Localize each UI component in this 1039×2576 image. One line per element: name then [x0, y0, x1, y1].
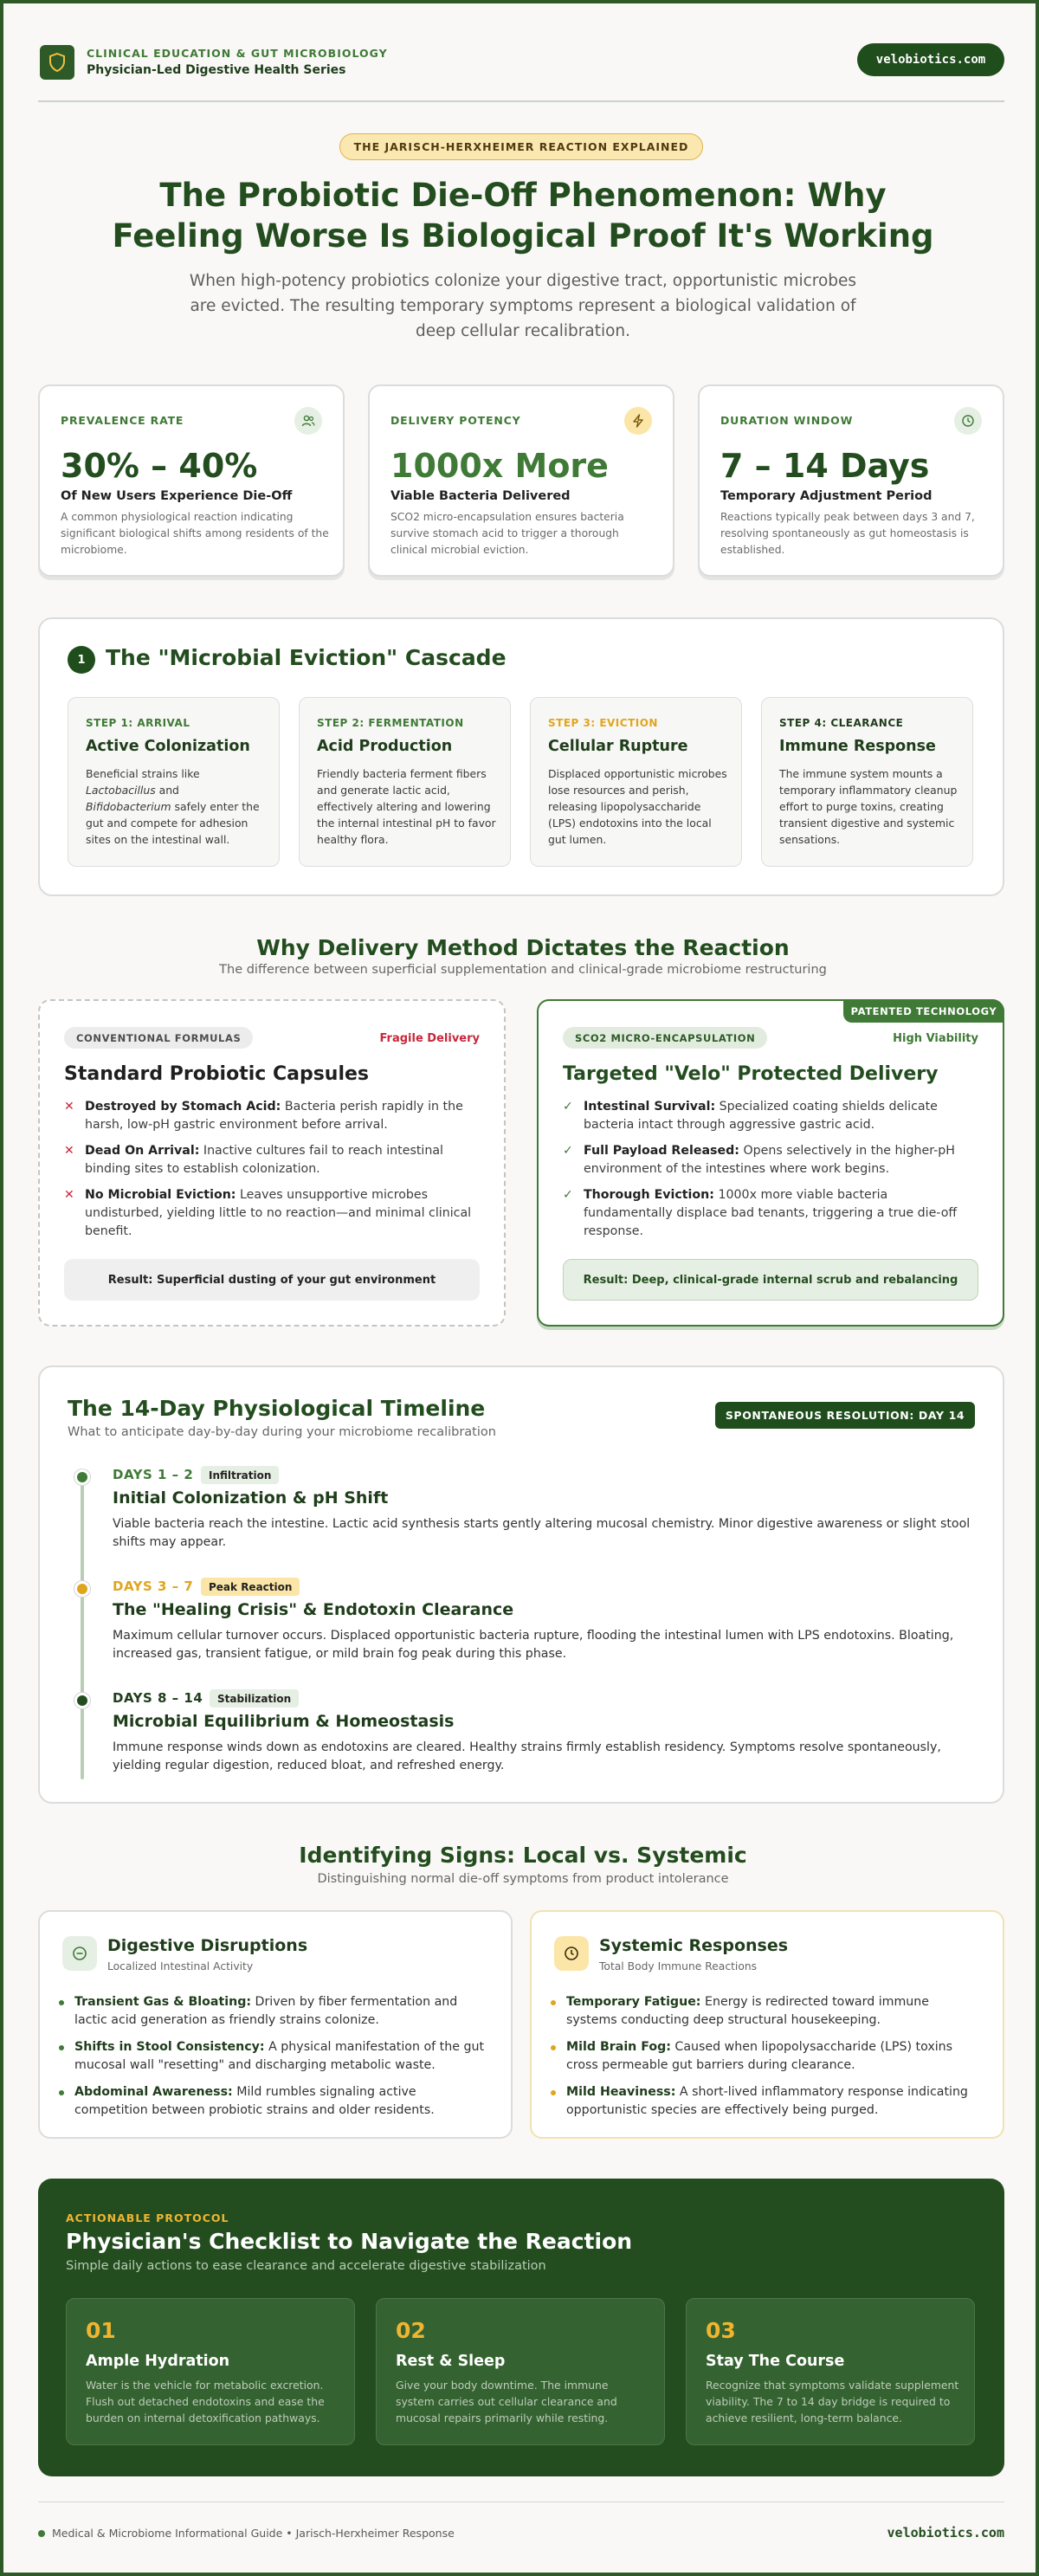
systemic-signs-subtitle: Total Body Immune Reactions: [599, 1960, 758, 1972]
list-item: ✓ Thorough Eviction: 1000x more viable bacteria fundamentally displace bad tenants, triggering a true die-off response.: [563, 1188, 958, 1238]
users-icon: [294, 407, 322, 435]
step-title: Cellular Rupture: [548, 738, 688, 755]
stat-description: Reactions typically peak between days 3 and 7, resolving spontaneously as gut homeostasis is established.: [720, 511, 975, 556]
stat-subtitle: Temporary Adjustment Period: [720, 489, 933, 503]
checklist-card-title: Ample Hydration: [86, 2353, 230, 2370]
timeline-item-text: Maximum cellular turnover occurs. Displaced opportunistic bacteria rupture, flooding the intestinal lumen with LPS endotoxins. Bloating, increased gas, transient fatigue, or mild brain fog peak during this phase.: [113, 1629, 954, 1661]
clock-icon: [554, 1936, 589, 1971]
conventional-title: Standard Probiotic Capsules: [64, 1063, 370, 1085]
timeline-line: [81, 1478, 84, 1779]
check-icon: ✓: [563, 1100, 573, 1114]
timeline-title: The 14-Day Physiological Timeline: [68, 1396, 486, 1421]
cross-icon: ✕: [64, 1100, 74, 1114]
list-item: Shifts in Stool Consistency: A physical manifestation of the gut mucosal wall "resetting" and discharging metabolic waste.: [74, 2038, 490, 2075]
stat-subtitle: Viable Bacteria Delivered: [390, 489, 571, 503]
stat-value: 7 – 14 Days: [720, 447, 930, 485]
step-title: Active Colonization: [86, 738, 250, 755]
stat-subtitle: Of New Users Experience Die-Off: [61, 489, 293, 503]
velo-tag: SCO2 MICRO-ENCAPSULATION: [563, 1027, 767, 1049]
list-item: ✓ Full Payload Released: Opens selectively in the higher-pH environment of the intestines where work begins.: [563, 1144, 955, 1176]
page-title: [90, 175, 956, 256]
step-title: Immune Response: [779, 738, 936, 755]
step-description: Friendly bacteria ferment fibers and generate lactic acid, effectively altering and lowering the internal intestinal pH to favor healthy flora.: [317, 767, 496, 846]
phase-chip: Peak Reaction: [201, 1578, 300, 1596]
footer-text: Medical & Microbiome Informational Guide • Jarisch-Herxheimer Response: [52, 2527, 455, 2540]
checklist-card-title: Rest & Sleep: [396, 2353, 506, 2370]
velo-result: Result: Deep, clinical-grade internal scrub and rebalancing: [563, 1259, 978, 1301]
timeline-dot: [74, 1581, 90, 1597]
local-signs-subtitle: Localized Intestinal Activity: [107, 1960, 254, 1972]
step-description: Displaced opportunistic microbes lose resources and perish, releasing lipopolysaccharide (LPS) endotoxins into the local gut lumen.: [548, 767, 727, 846]
timeline-section: [38, 1365, 1004, 1804]
step-label: STEP 4: CLEARANCE: [779, 717, 904, 729]
delivery-subtitle: The difference between superficial supplementation and clinical-grade microbiome restructuring: [219, 963, 827, 977]
check-icon: ✓: [563, 1188, 573, 1202]
shield-icon: [40, 45, 74, 80]
systemic-signs-title: Systemic Responses: [599, 1936, 789, 1955]
delivery-title: Why Delivery Method Dictates the Reaction: [256, 935, 790, 960]
stat-label: DURATION WINDOW: [720, 414, 854, 427]
checklist-number: 01: [86, 2318, 116, 2343]
patented-ribbon: PATENTED TECHNOLOGY: [843, 999, 1004, 1023]
velo-title: Targeted "Velo" Protected Delivery: [563, 1063, 939, 1085]
checklist-card-text: Water is the vehicle for metabolic excretion. Flush out detached endotoxins and ease the burden on internal detoxification pathways.: [86, 2379, 325, 2424]
conventional-tag: CONVENTIONAL FORMULAS: [64, 1027, 253, 1049]
checklist-number: 02: [396, 2318, 426, 2343]
list-item: ✕ No Microbial Eviction: Leaves unsupportive microbes undisturbed, yielding little to no reaction—and minimal clinical benefit.: [64, 1188, 472, 1238]
local-signs-card: [38, 1910, 513, 2139]
bolt-icon: [624, 407, 652, 435]
header: [38, 38, 1004, 102]
checklist-card-title: Stay The Course: [706, 2353, 845, 2370]
timeline-item-text: Immune response winds down as endotoxins are cleared. Healthy strains firmly establish residency. Symptoms resolve spontaneously, yielding regular digestion, reduced bloat, and refreshed energy.: [113, 1740, 941, 1772]
checklist-title: Physician's Checklist to Navigate the Reaction: [66, 2229, 633, 2254]
step-card-eviction: [530, 697, 742, 867]
phase-chip: Stabilization: [210, 1689, 299, 1708]
title-line-2: Feeling Worse Is Biological Proof It's Working: [112, 217, 934, 255]
check-icon: ✓: [563, 1144, 573, 1158]
phase-chip: Infiltration: [201, 1466, 279, 1484]
stat-value: 30% – 40%: [61, 447, 258, 485]
cascade-section: [38, 617, 1004, 896]
footer-dot: [38, 2530, 45, 2537]
checklist-card-hydration: [66, 2298, 355, 2445]
timeline-subtitle: What to anticipate day-by-day during your microbiome recalibration: [68, 1425, 496, 1439]
conventional-result: Result: Superficial dusting of your gut environment: [64, 1259, 480, 1301]
stat-card-prevalence: [38, 384, 345, 577]
stat-label: PREVALENCE RATE: [61, 414, 184, 427]
stat-description: SCO2 micro-encapsulation ensures bacteria survive stomach acid to trigger a thorough clinical microbial eviction.: [390, 511, 624, 556]
resolution-badge: SPONTANEOUS RESOLUTION: DAY 14: [715, 1402, 975, 1429]
timeline-dot: [74, 1693, 90, 1708]
stat-value: 1000x More: [390, 447, 609, 485]
stat-card-potency: [368, 384, 674, 577]
velo-card: [537, 999, 1004, 1327]
step-card-clearance: [761, 697, 973, 867]
checklist-kicker: ACTIONABLE PROTOCOL: [66, 2211, 229, 2224]
checklist-card-rest: [376, 2298, 665, 2445]
list-item: Mild Heaviness: A short-lived inflammatory response indicating opportunistic species are effectively being purged.: [566, 2083, 982, 2120]
step-description: Beneficial strains like Lactobacillus and Bifidobacterium safely enter the gut and compete for adhesion sites on the intestinal wall.: [86, 767, 260, 846]
stat-card-duration: [698, 384, 1004, 577]
timeline-days: DAYS 8 – 14: [113, 1690, 203, 1706]
step-card-fermentation: [299, 697, 511, 867]
minus-circle-icon: [62, 1936, 97, 1971]
timeline-item-text: Viable bacteria reach the intestine. Lactic acid synthesis starts gently altering mucosal chemistry. Minor digestive awareness or slight stool shifts may appear.: [113, 1517, 971, 1549]
timeline-days: DAYS 1 – 2: [113, 1467, 194, 1482]
cross-icon: ✕: [64, 1188, 74, 1202]
step-label: STEP 3: EVICTION: [548, 717, 658, 729]
checklist-card-course: [686, 2298, 975, 2445]
checklist-number: 03: [706, 2318, 736, 2343]
title-line-1: The Probiotic Die-Off Phenomenon: Why: [159, 177, 887, 214]
timeline-item-title: The "Healing Crisis" & Endotoxin Clearance: [113, 1600, 514, 1619]
timeline-item-title: Initial Colonization & pH Shift: [113, 1488, 389, 1508]
list-item: ✓ Intestinal Survival: Specialized coating shields delicate bacteria intact through aggressive gastric acid.: [563, 1100, 938, 1132]
cascade-title: The "Microbial Eviction" Cascade: [106, 645, 507, 670]
list-item: ✕ Dead On Arrival: Inactive cultures fail to reach intestinal binding sites to establish colonization.: [64, 1144, 443, 1176]
fragile-state-label: Fragile Delivery: [379, 1032, 480, 1045]
footer: [38, 2502, 1004, 2553]
footer-site-link[interactable]: velobiotics.com: [887, 2525, 1004, 2540]
site-link-button[interactable]: velobiotics.com: [857, 43, 1004, 76]
cross-icon: ✕: [64, 1144, 74, 1158]
local-signs-title: Digestive Disruptions: [107, 1936, 308, 1955]
list-item: Temporary Fatigue: Energy is redirected toward immune systems conducting deep structural housekeeping.: [566, 1993, 982, 2030]
signs-subtitle: Distinguishing normal die-off symptoms from product intolerance: [317, 1872, 729, 1886]
clock-icon: [954, 407, 982, 435]
step-title: Acid Production: [317, 738, 453, 755]
timeline-dot: [74, 1469, 90, 1485]
stat-label: DELIVERY POTENCY: [390, 414, 521, 427]
stat-description: A common physiological reaction indicating significant biological shifts among residents of the microbiome.: [61, 511, 329, 556]
viability-state-label: High Viability: [893, 1032, 978, 1045]
section-number-badge: 1: [68, 646, 95, 674]
signs-title: Identifying Signs: Local vs. Systemic: [299, 1843, 747, 1868]
topic-pill: THE JARISCH-HERXHEIMER REACTION EXPLAINED: [339, 133, 703, 160]
list-item: Transient Gas & Bloating: Driven by fiber fermentation and lactic acid generation as friendly strains colonize.: [74, 1993, 490, 2030]
checklist-card-text: Recognize that symptoms validate supplement viability. The 7 to 14 day bridge is required to achieve resilient, long-term balance.: [706, 2379, 959, 2424]
header-subtitle: Physician-Led Digestive Health Series: [87, 63, 346, 77]
timeline-item-title: Microbial Equilibrium & Homeostasis: [113, 1712, 455, 1731]
hero-lead: When high-potency probiotics colonize your digestive tract, opportunistic microbes are evicted. The resulting temporary symptoms represent a biological validation of deep cellular recalibration.: [189, 272, 857, 340]
conventional-card: [38, 999, 506, 1327]
header-kicker: CLINICAL EDUCATION & GUT MICROBIOLOGY: [87, 47, 388, 60]
checklist-card-text: Give your body downtime. The immune system carries out cellular clearance and mucosal repairs primarily while resting.: [396, 2379, 617, 2424]
list-item: Mild Brain Fog: Caused when lipopolysaccharide (LPS) toxins cross permeable gut barriers during clearance.: [566, 2038, 982, 2075]
step-label: STEP 1: ARRIVAL: [86, 717, 190, 729]
list-item: Abdominal Awareness: Mild rumbles signaling active competition between probiotic strains and older residents.: [74, 2083, 490, 2120]
systemic-signs-card: [530, 1910, 1004, 2139]
checklist-section: [38, 2179, 1004, 2476]
step-card-arrival: [68, 697, 280, 867]
step-description: The immune system mounts a temporary inflammatory cleanup effort to purge toxins, creating transient digestive and systemic sensations.: [779, 767, 958, 846]
checklist-subtitle: Simple daily actions to ease clearance and accelerate digestive stabilization: [66, 2259, 546, 2273]
timeline-days: DAYS 3 – 7: [113, 1579, 194, 1594]
list-item: ✕ Destroyed by Stomach Acid: Bacteria perish rapidly in the harsh, low-pH gastric environment before arrival.: [64, 1100, 463, 1132]
step-label: STEP 2: FERMENTATION: [317, 717, 464, 729]
